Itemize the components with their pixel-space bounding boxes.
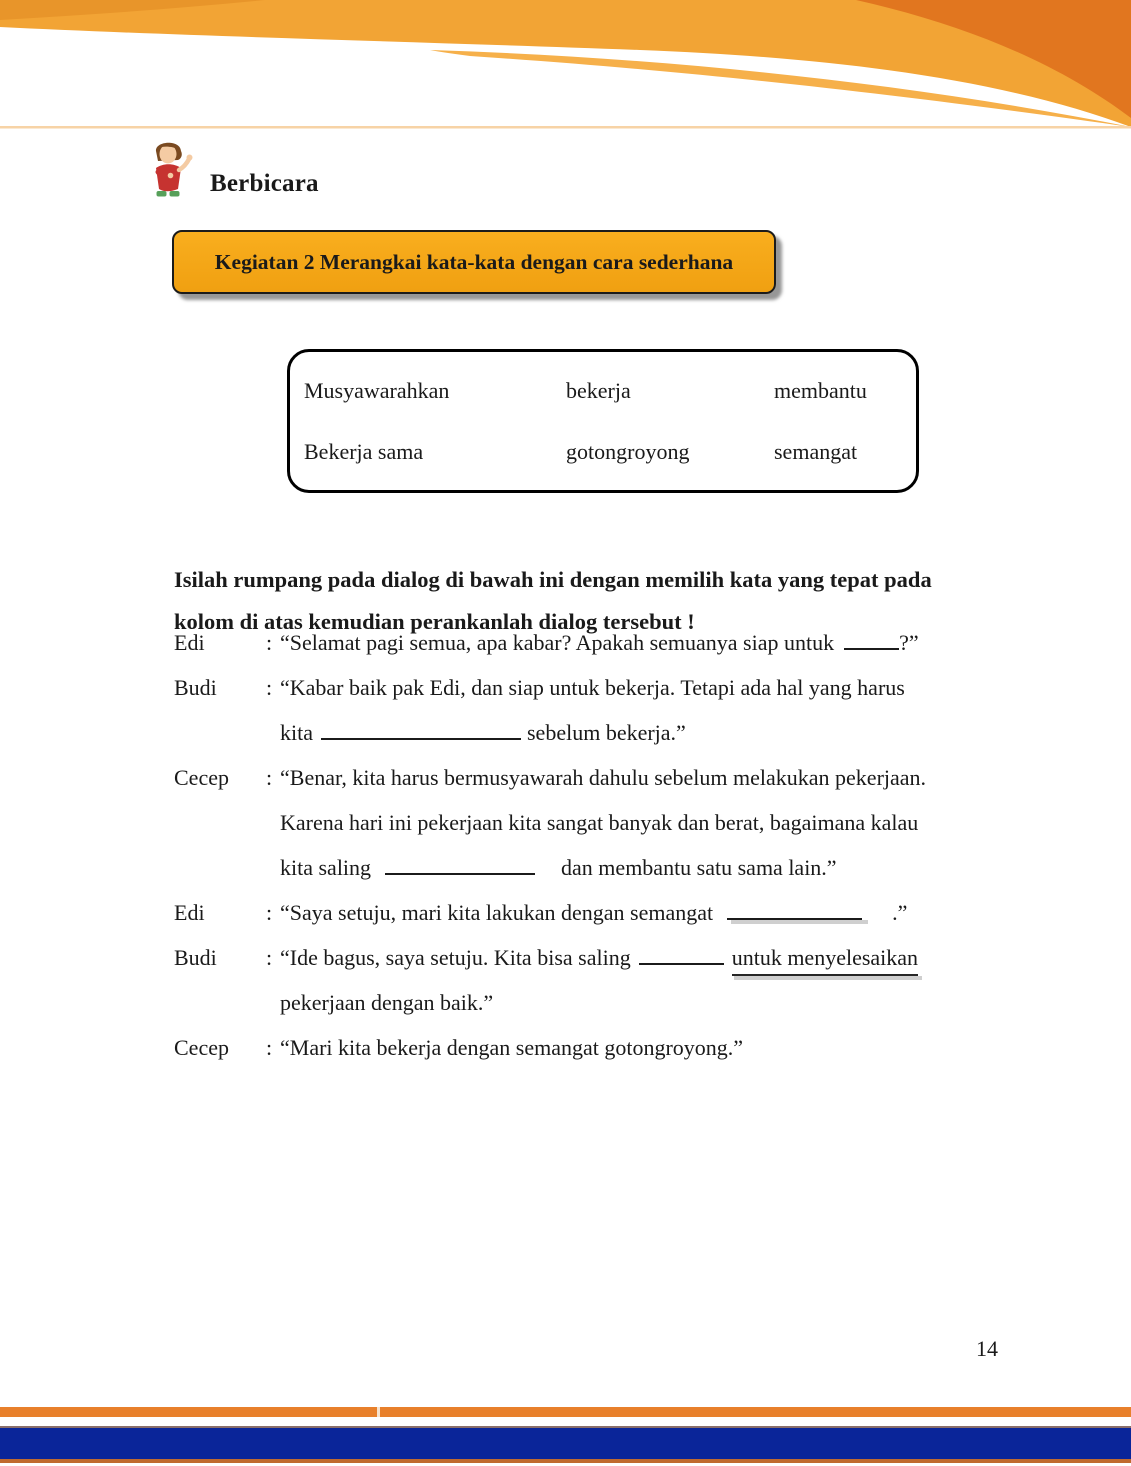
colon xyxy=(266,845,280,890)
speaker-name: Edi xyxy=(174,630,205,655)
fill-in-blank xyxy=(844,634,899,650)
dialog-line xyxy=(174,800,1054,845)
dialog-text xyxy=(280,980,493,1025)
dialog-text xyxy=(280,845,837,890)
word-item: gotongroyong xyxy=(566,438,690,464)
header-swoosh-graphic xyxy=(0,0,1131,132)
colon: : xyxy=(266,675,273,700)
dialog-text xyxy=(280,1025,743,1070)
dialog-line xyxy=(174,620,1054,665)
dialog-text-segment: “Kabar baik pak Edi, dan siap untuk bekerja. Tetapi ada hal yang harus xyxy=(280,675,905,700)
dialog-text-segment: “Selamat pagi semua, apa kabar? Apakah semuanya siap untuk xyxy=(280,630,835,655)
speaker-name xyxy=(174,980,266,1025)
speaker-name xyxy=(174,845,266,890)
dialog-line xyxy=(174,845,1054,890)
instructions-line-2: kolom di atas kemudian perankanlah dialog tersebut ! xyxy=(174,608,695,634)
dialog-text-segment: kita saling xyxy=(280,855,372,880)
dialog-text-segment: “Benar, kita harus bermusyawarah dahulu sebelum melakukan pekerjaan. xyxy=(280,765,927,790)
fill-in-blank xyxy=(385,859,535,875)
colon: : xyxy=(266,900,273,925)
speaker-name: Cecep xyxy=(174,1035,229,1060)
dialog-text-segment: ?” xyxy=(899,630,919,655)
dialog-line xyxy=(174,890,1054,935)
speaker-name: Budi xyxy=(174,675,217,700)
dialog-line xyxy=(174,980,1054,1025)
dialog-text-segment: “Mari kita bekerja dengan semangat gotongroyong.” xyxy=(280,1035,744,1060)
dialog-text-segment: dan membantu satu sama lain.” xyxy=(561,855,837,880)
dialog-text xyxy=(280,620,919,665)
colon xyxy=(266,800,280,845)
colon: : xyxy=(266,1035,273,1060)
section-heading xyxy=(142,136,319,200)
speaker-name xyxy=(174,710,266,755)
speaker-name xyxy=(174,800,266,845)
dialog-line xyxy=(174,1025,1054,1070)
fill-in-blank xyxy=(727,904,862,920)
dialog-text-segment-underlined: untuk menyelesaikan xyxy=(732,944,918,976)
header-rule-line xyxy=(0,126,1131,129)
activity-banner xyxy=(172,230,776,294)
footer-orange-bar xyxy=(0,1407,1131,1417)
word-choice-box xyxy=(287,349,919,493)
speaker-name: Cecep xyxy=(174,765,229,790)
dialog-text xyxy=(280,890,907,935)
dialog-text-segment: “Ide bagus, saya setuju. Kita bisa saling xyxy=(280,945,631,970)
word-item: Musyawarahkan xyxy=(304,377,450,403)
dialog-text-segment: “Saya setuju, mari kita lakukan dengan semangat xyxy=(280,900,714,925)
dialog-text-segment: sebelum bekerja.” xyxy=(527,720,686,745)
dialog-text xyxy=(280,755,926,800)
dialog-text xyxy=(280,800,918,845)
speaker-name: Edi xyxy=(174,900,205,925)
fill-in-blank xyxy=(639,949,724,965)
word-item: semangat xyxy=(774,438,858,464)
colon: : xyxy=(266,765,273,790)
speaker-name: Budi xyxy=(174,945,217,970)
activity-banner-label: Kegiatan 2 Merangkai kata-kata dengan cara sederhana xyxy=(214,249,734,274)
footer-blue-bar xyxy=(0,1426,1131,1461)
word-item: bekerja xyxy=(566,377,631,403)
footer-bottom-rule xyxy=(0,1459,1131,1463)
dialog-line xyxy=(174,665,1054,710)
section-title: Berbicara xyxy=(210,170,319,197)
speaking-person-icon xyxy=(142,138,196,200)
dialog-text-segment: .” xyxy=(892,900,908,925)
dialog-text xyxy=(280,710,686,755)
dialog-block xyxy=(174,620,1054,1070)
page-number: 14 xyxy=(976,1336,998,1361)
dialog-text-segment: kita xyxy=(280,720,313,745)
colon: : xyxy=(266,630,273,655)
dialog-text xyxy=(280,665,905,710)
colon: : xyxy=(266,945,273,970)
fill-in-blank xyxy=(321,724,521,740)
word-item: Bekerja sama xyxy=(304,438,424,464)
dialog-text xyxy=(280,935,918,980)
dialog-line xyxy=(174,710,1054,755)
dialog-line xyxy=(174,755,1054,800)
dialog-text-segment: Karena hari ini pekerjaan kita sangat banyak dan berat, bagaimana kalau xyxy=(280,810,919,835)
dialog-line xyxy=(174,935,1054,980)
colon xyxy=(266,980,280,1025)
colon xyxy=(266,710,280,755)
dialog-text-segment: pekerjaan dengan baik.” xyxy=(280,990,494,1015)
word-item: membantu xyxy=(774,377,867,403)
instructions-line-1: Isilah rumpang pada dialog di bawah ini dengan memilih kata yang tepat pada xyxy=(174,566,932,592)
footer-orange-bar-divider xyxy=(377,1407,380,1417)
